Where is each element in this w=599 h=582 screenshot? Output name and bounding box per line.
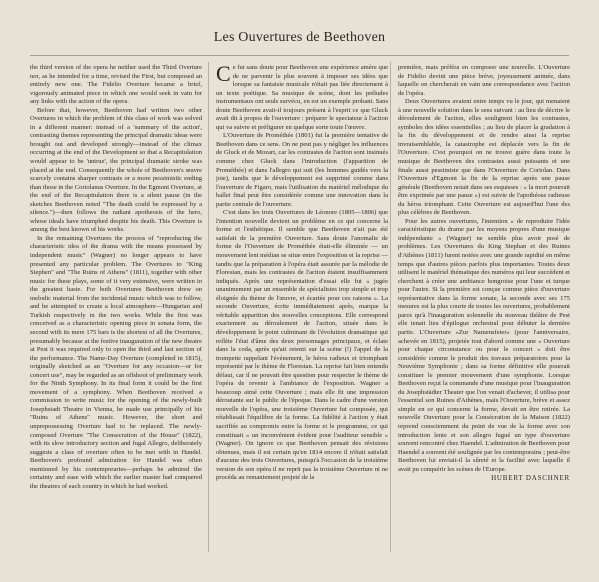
- author-signature: HUBERT DASCHNER: [491, 474, 570, 483]
- paragraph: In the remaining Overtures the process of "reproducing the characteristic idea of the drama with the means possessed by independent music" (Wagner) no longer appears to have presented any particular problem. The Overtures to "King Stephen" and "The Ruins of Athens" (1811), together with other music for these plays, some of it very extensive, were written in the greatest haste. For both Overtures Beethoven drew on melodic material from the incidental music which was to follow, and he attempted to create a local atmosphere—Hungarian and Turkish respectively in the two works. While the first was conceived as a characteristic opening piece in sonata form, the second with its mere 175 bars is the shortest of all the Overtures, presumably because at the festive inauguration of the new theatre at Pest it was required only to open the third and last section of the performance. The Name-Day Overture (completed in 1815), originally sketched as an "Overture for any occasion—or for concert use", may be regarded as an offshoot of preliminary work for the Ninth Symphony. In its final form it could be the first movement of a symphony. When Beethoven received a commission to write music for the opening of the newly-built Josephstadt Theatre in Vienna, he made use principally of his "Ruins of Athens" music. However, the short and unprepossessing Overture had to be replaced. The newly-composed Overture "The Consecration of the House" (1822), with its slow introductory section and fugal Allegro, deliberately suggests a class of overture often to be met with in Handel. Beethoven's profound admiration for Handel was often mentioned by his contemporaries—perhaps he admired the certainty and ease with which the earlier master had conquered the theatres of each country in which he had worked.: [30, 234, 202, 490]
- page-title: Les Ouvertures de Beethoven: [213, 30, 386, 45]
- paragraph: the third version of the opera he neither used the Third Overture nor, as he intended for a time, revised the First, but composed an entirely new one. The Fidelio Overture became a brief, vigorously animated piece in which one would seek in vain for any links with the action of the opera.: [30, 64, 202, 106]
- column-divider: [390, 62, 391, 552]
- paragraph: Before that, however, Beethoven had written two other Overtures in which the problem of this class of work was solved in a different manner: instead of a 'summary of the action', contrasting themes representing the principal dramatic ideas were brought out and developed strongly—instead of the climax occurring at the end of the Development so that a Recapitulation would appear to be 'untrue', the principal dramatic stroke was placed at the end. Consequently the whole of Beethoven's œuvre scarcely contains sharper contrasts or a more pessimistic ending than those in the Coriolanus Overture. In the Egmont Overture, at the end of the Recapitulation there is a silent pause (in the sketches Beethoven noted "The death could be expressed by a silence.")—then follows the radiant apotheosis of the hero, whose ideals have triumphed despite his death. This Overture is among the best known of his works.: [30, 106, 202, 234]
- paragraph: Pour les autres ouvertures, l'intention « de reproduire l'idée caractéristique du drame par les moyens propres d'une musique indépendante » (Wagner) ne semble plus avoir posé de problèmes. Les Ouvertures du King Stephan et des Ruines d'Athènes (1811) furent notées avec une grande rapidité en même temps que d'autres pièces parfois plus importantes. Toutes deux utilisent le matériel thématique des numéros qui leur succèdent et cherchent à créer une ambiance hongroise pour l'une et turque pour l'autre. Si la première est conçue comme pièce d'ouverture représentative dans la forme sonate, la seconde avec ses 175 mesures est la plus courte de toutes les ouvertures, probablement parce qu'à l'inauguration solennelle du nouveau théâtre de Pest elle tenait lieu d'épilogue orchestral pour débuter la dernière partie. L'Ouverture «Zur Namensfeier» (pour l'anniversaire, achevée en 1815), projetée tout d'abord comme une « Ouverture pour chaque circonstance ou pour le concert » doit être considérée comme le produit des travaux préparatoires pour la Neuvième Symphonie ; dans sa forme définitive elle pourrait constituer le premier mouvement d'une symphonie. Lorsque Beethoven reçut la commande d'une musique pour l'inauguration du Josephstädter Theater que l'on venait d'achever, il utilisa pour l'essentiel son Ruines d'Athènes, mais l'Ouverture, brève et assez simple en ce qui concerne la forme, devait en être retirée. La nouvelle Ouverture pour la Consécration de la Maison (1822) reprend consciemment du point de vue de la forme avec son introduction lente et son allegro fugué un type d'ouverture souvent rencontré chez Haendel. L'admiration de Beethoven pour Haendel a souvent été soulignée par les contemporains ; peut-être Beethoven lui enviait-il la sûreté et la facilité avec laquelle il avait pu conquérir les scènes de l'Europe.: [398, 217, 570, 473]
- paragraph-text: e fut sans doute pour Beethoven une expérience amère que de ne parvenir le plus souvent à imposer ses idées que lorsque sa fantaisie musicale n'était pas liée directement à un texte poétique. Sa musique de scène, dont les préludes instrumentaux ont seuls survécu, en est un exemple probant. Sans doute Beethoven avait-il toujours présent à l'esprit ce que Gluck avait dit à propos de l'ouverture : préparer le spectateur à l'action qui va suivre et préfigurer en quelque sorte toute l'œuvre.: [216, 64, 388, 131]
- column-divider: [208, 62, 209, 552]
- paragraph: première, mais préféra en composer une nouvelle. L'Ouverture de Fidelio devint une pièce brève, joyeusement animée, dans laquelle on chercherait en vain une correspondance avec l'action de l'opéra.: [398, 64, 570, 97]
- english-text-column: [30, 64, 202, 552]
- title-rule: [30, 55, 569, 56]
- french-text-column-1: [216, 64, 388, 552]
- french-text-column-2: [398, 64, 570, 552]
- paragraph: Deux Ouvertures avaient entre temps vu le jour, qui menaient à une nouvelle solution dans le sens suivant : au lieu de décrire le déroulement de l'action, elles soulignent bien les contrastes, symboles des idées essentielles ; au lieu de placer la gradation à la fin du développement et de rendre ainsi la reprise invraisemblable, la catastrophe est déplacée vers la fin de l'Ouverture. C'est pourquoi on ne trouve guère dans toute la musique de Beethoven des contrastes aussi puissants et une finale aussi pessimiste que dans l'Ouverture de Coriolan. Dans l'Ouverture d'Egmont la fin de la reprise après une pause générale (Beethoven notait dans ses esquisses : « la mort pourrait être exprimée par une pause ») est suivie de l'apothéose radieuse du héros triomphant. Cette Ouverture est aujourd'hui l'une des plus célèbres de Beethoven.: [398, 98, 570, 217]
- paragraph: C'est dans les trois Ouvertures de Léonore (1805—1806) que l'intention nouvelle devient un problème en ce qui concerne la forme et l'esthétique. Il semble que Beethoven n'ait pas été satisfait de la première Ouverture. Sans doute l'anomalie de forme de l'Ouverture de Prométhée était-elle éliminée — un mouvement lent médian se situe entre l'exposition et la reprise — tandis que la préparation à l'opéra était assurée par la mélodie de Florestan, mais les contrastes de l'action étaient insuffisamment indiqués. Après une représentation d'essai elle fut « jugée unanimement par un ensemble de spécialistes trop simple et trop éloignée du thème de l'œuvre, et écartée pour ces raisons ». La seconde Ouverture, écrite immédiatement après, marque la véritable apparition des nouvelles conceptions. Elle correspond exactement au déroulement de l'action, située dans le développement le point culminant de l'évolution dramatique qui reflète l'état d'âme des deux personnages principaux, et éclate dans la coda, après qu'ait retenti sur la scène (!) l'appel de la trompette rappelant l'événement, le héros radieux et triomphant représenté par le thème de Florestan. La reprise fait bien entendu défaut, car il ne pouvait être question pour respecter le thème de l'opéra de revenir à l'ambiance de l'exposition. Wagner a beaucoup aimé cette Ouverture ; mais elle fit une impression déroutante sur le public de l'époque. Dans le cadre d'une version nouvelle de l'opéra, une troisième Ouverture fut composée, qui rétablissait l'équilibre de la forme. La fidélité à l'action y était sacrifiée au compromis entre la forme et le programme, ce qui constituait « un inconvénient évident pour l'auditeur sensible » (Wagner). On ignore ce que Beethoven pensait des révisions obtenues, mais il est certain qu'en 1814 encore il n'était satisfait d'aucune des trois Ouvertures, puisqu'à l'occasion de la troisième version de son opéra il ne reprit pas la troisième Ouverture ni ne procéda au remaniement projeté de la: [216, 209, 388, 482]
- paragraph: L'Ouverture de Prométhée (1801) fut la première tentative de Beethoven dans ce sens. On ne peut pas y négliger les influences de Gluck et de Mozart, car les contrastes de l'action sont insinués comme chez Gluck dans l'introduction (l'apparition de Prométhée) et dans l'allegro qui suit (les hommes guidés vers la joie), tandis que le développement est supprimé comme dans l'ouverture de Figaro, mais l'utilisation du matériel mélodique du ballet final peut être considérée comme une innovation dans la partie centrale de l'ouverture.: [216, 132, 388, 208]
- paragraph-with-dropcap: [216, 64, 388, 132]
- drop-cap: C: [216, 64, 231, 86]
